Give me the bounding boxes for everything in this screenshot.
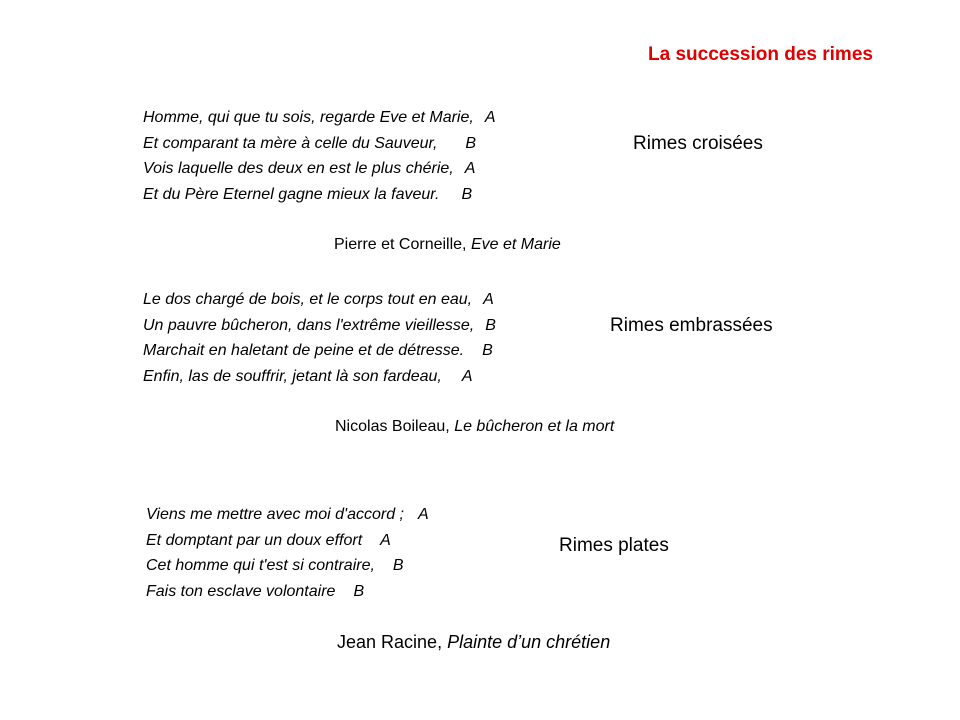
rhyme-letter: A xyxy=(461,368,473,386)
stanza-rimes-embrassees xyxy=(143,287,496,390)
work-title: Eve et Marie xyxy=(470,236,561,253)
work-title: Le bûcheron et la mort xyxy=(454,418,615,435)
rhyme-letter: B xyxy=(485,316,496,334)
attribution xyxy=(334,236,561,254)
attribution xyxy=(337,632,610,653)
verse-text: Vois laquelle des deux en est le plus chérie, xyxy=(143,160,454,178)
verse-text: Marchait en haletant de peine et de détresse. xyxy=(143,342,465,360)
verse-line xyxy=(143,105,496,131)
page-title: La succession des rimes xyxy=(648,44,873,65)
rhyme-letter: B xyxy=(465,134,477,152)
rhyme-scheme-label: Rimes embrassées xyxy=(610,315,773,336)
stanza-rimes-croisees xyxy=(143,105,496,208)
verse-text: Homme, qui que tu sois, regarde Eve et Marie, xyxy=(143,109,474,126)
verse-line xyxy=(143,287,496,313)
verse-text: Un pauvre bûcheron, dans l'extrême vieillesse, xyxy=(143,316,475,334)
rhyme-letter: B xyxy=(482,342,493,360)
verse-text: Viens me mettre avec moi d'accord ; xyxy=(146,506,404,523)
verse-line xyxy=(146,579,429,605)
author: Jean Racine, xyxy=(337,632,443,652)
verse-text: Cet homme qui t'est si contraire, xyxy=(146,557,375,575)
rhyme-letter: A xyxy=(417,506,429,523)
author: Nicolas Boileau, xyxy=(335,418,450,435)
rhyme-letter: A xyxy=(464,160,476,178)
verse-text: Et domptant par un doux effort xyxy=(146,531,363,549)
rhyme-letter: B xyxy=(353,583,365,601)
verse-line xyxy=(143,338,496,364)
rhyme-scheme-label: Rimes croisées xyxy=(633,133,763,154)
verse-line xyxy=(143,131,496,157)
verse-text: Fais ton esclave volontaire xyxy=(146,583,336,601)
verse-line xyxy=(143,156,496,182)
work-title: Plainte d’un chrétien xyxy=(447,632,611,652)
attribution xyxy=(335,418,614,436)
verse-line xyxy=(146,502,429,528)
verse-text: Et comparant ta mère à celle du Sauveur, xyxy=(143,134,438,152)
verse-line xyxy=(143,313,496,339)
rhyme-letter: A xyxy=(483,291,494,308)
verse-line xyxy=(146,553,429,579)
verse-text: Et du Père Eternel gagne mieux la faveur. xyxy=(143,186,440,204)
verse-line xyxy=(143,364,496,390)
stanza-rimes-plates xyxy=(146,502,429,605)
rhyme-letter: A xyxy=(380,531,391,549)
rhyme-letter: A xyxy=(484,109,496,126)
verse-text: Le dos chargé de bois, et le corps tout en eau, xyxy=(143,291,473,308)
rhyme-letter: B xyxy=(392,557,404,575)
verse-line xyxy=(143,182,496,208)
author: Pierre et Corneille, xyxy=(334,236,467,253)
rhyme-scheme-label: Rimes plates xyxy=(559,535,669,556)
verse-line xyxy=(146,528,429,554)
verse-text: Enfin, las de souffrir, jetant là son fardeau, xyxy=(143,368,442,386)
rhyme-letter: B xyxy=(461,186,473,204)
